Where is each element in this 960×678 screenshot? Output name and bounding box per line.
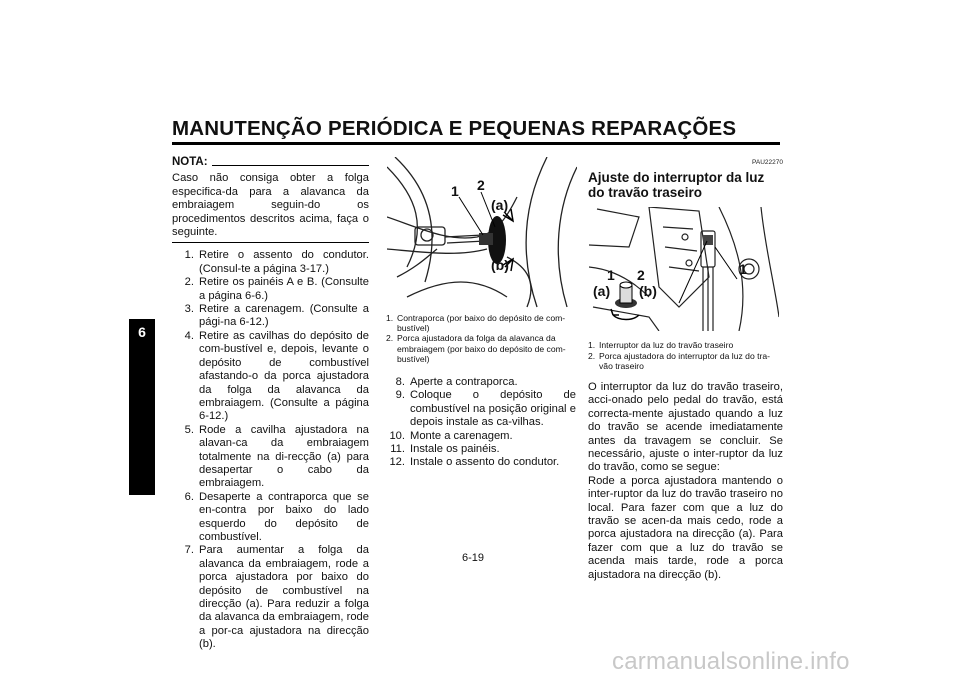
list-item: 4. Retire as cavilhas do depósito de com-bustível e, depois, levante o depósito de combustível afastando-o da porca ajustadora da folga da alavanca da embraiagem. (Consulte a página 6-12.) [184,329,369,423]
note-end-rule [172,242,369,243]
chapter-tab: 6 [129,319,155,495]
caption-row: 1. Contraporca (por baixo do depósito de com-bustível) [386,313,566,334]
figure-caption [386,313,576,364]
page-number: 6-19 [462,552,485,564]
section-title: Ajuste do interruptor da luz do travão traseiro [588,170,765,201]
figure-label-1-right: 1 [739,261,747,278]
figure-label-b: (b) [491,257,509,273]
left-column [172,156,369,652]
caption-row: 1. Interruptor da luz do travão traseiro [588,340,734,351]
paragraph-1: O interruptor da luz do travão traseiro, acci-onado pelo pedal do travão, está correcta-mente ajustado quando a luz do travão se acende imediatamente antes da travagem se concluir. Se necessário, ajuste o inter-ruptor da luz do travão, como se segue: [588,381,783,474]
page-title: MANUTENÇÃO PERIÓDICA E PEQUENAS REPARAÇÕES [172,117,737,140]
steps-list-middle [386,376,576,470]
list-item: 11. Instale os painéis. [390,443,500,456]
caption-row: 2. Porca ajustadora do interruptor da luz do tra-vão traseiro [588,350,771,371]
list-item: 3. Retire a carenagem. (Consulte a pági-na 6-12.) [184,303,369,329]
paragraph-2: Rode a porca ajustadora mantendo o inter-ruptor da luz do travão traseiro no local. Para fazer com que a luz do travão se acen-da mais cedo, rode a porca ajustadora na direcção (a). Para fazer com que a luz do travão se acenda mais tarde, rode a porca ajustadora na direcção (b). [588,474,783,581]
list-item: 10. Monte a carenagem. [389,429,513,442]
title-rule [172,142,780,145]
caption-row: 2. Porca ajustadora da folga da alavanca da embraiagem (por baixo do depósito de com-bustível) [386,333,566,364]
figure-label-a: (a) [491,197,509,213]
clutch-adjuster-figure [386,156,578,310]
brake-switch-illustration [589,207,779,331]
figure-label-1: 1 [607,267,615,284]
note-header [172,156,369,169]
list-item: 12. Instale o assento do condutor. [389,456,560,469]
figure-label-2: 2 [477,177,485,193]
list-item: 2. Retire os painéis A e B. (Consulte a página 6-6.) [184,276,369,302]
note-label: NOTA: [172,156,208,168]
figure-label-a: (a) [593,283,611,300]
right-column [588,156,783,582]
list-item: 5. Rode a cavilha ajustadora na alavan-ca da embraiagem totalmente na di-recção (a) para desapertar o cabo da embraiagem. [184,423,369,490]
figure-label-1: 1 [451,183,459,199]
list-item: 8. Aperte a contraporca. [395,376,518,389]
figure-caption [588,340,783,371]
note-text: Caso não consiga obter a folga especifica-da para a alavanca da embraiagem seguin-do os procedimentos descritos acima, faça o seguinte. [172,172,369,239]
list-item: 6. Desaperte a contraporca que se en-contra por baixo do lado esquerdo do depósito de combustível. [184,490,369,543]
figure-label-2: 2 [637,267,645,284]
list-item: 7. Para aumentar a folga da alavanca da embraiagem, rode a porca ajustadora por baixo do depósito de combustível na direcção (a). Para reduzir a folga da alavanca da embraiagem, rode a por-ca ajustadora na direcção (b). [184,544,369,651]
brake-switch-figure [588,206,780,332]
steps-list-left [172,249,369,651]
watermark: carmanualsonline.info [612,648,850,675]
list-item: 1. Retire o assento do condutor. (Consul-te a página 3-17.) [184,249,369,275]
list-item: 9. Coloque o depósito de combustível na posição original e depois instale as ca-vilhas. [395,389,576,429]
section-code: PAU22270 [752,159,783,166]
middle-column [386,156,576,470]
figure-label-b: (b) [639,283,657,300]
